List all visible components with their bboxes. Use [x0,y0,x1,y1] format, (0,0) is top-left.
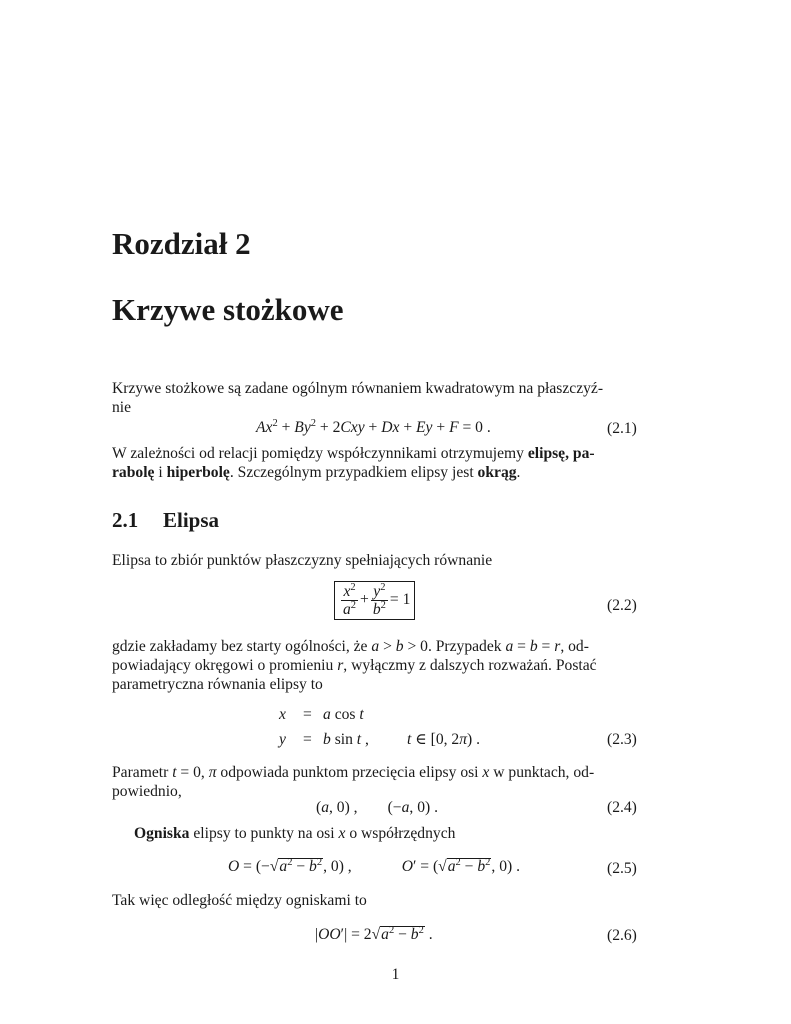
equation-2-4: (a, 0) , (−a, 0) . [316,799,438,816]
intro-line-2: nie [112,399,132,416]
section-number: 2.1 [112,508,139,532]
term-circle: okrąg [477,464,517,481]
term-ellipse: elipsę, pa- [527,445,595,462]
intro-paragraph [112,379,643,417]
ellipse-p2-line-2: powiadający okręgowi o promieniu r, wyłączmy z dalszych rozważań. Postać [112,657,597,674]
term-parabola: rabolę [112,464,155,481]
section-title: Elipsa [163,508,220,532]
ellipse-paragraph-5: Tak więc odległość między ogniskami to [112,892,367,909]
ellipse-p3-line-1: Parametr t = 0, π odpowiada punktom przecięcia elipsy osi x w punktach, od- [112,764,595,781]
term-hyperbola: hiperbolę [166,464,230,481]
ellipse-p2-line-3: parametryczna równania elipsy to [112,676,323,693]
equation-number-2-2: (2.2) [607,597,637,614]
equation-2-1: $Ax^2 + By^2 + 2Cxy + Dx + Ey + F = 0$ . [256,417,491,436]
ellipse-paragraph-4: Ogniska elipsy to punkty na osi x o współrzędnych [134,825,456,842]
intro-line-1: Krzywe stożkowe są zadane ogólnym równaniem kwadratowym na płaszczyź- [112,380,604,397]
equation-number-2-4: (2.4) [607,799,637,816]
ellipse-p2-line-1: gdzie zakładamy bez starty ogólności, że a > b > 0. Przypadek a = b = r, od- [112,638,589,655]
equation-2-2: $\frac{x^2}{a^2}$ + $\frac{y^2}{b^2}$ = 1 [334,581,415,620]
page-number: 1 [391,966,400,983]
equation-number-2-3: (2.3) [607,731,637,748]
ellipse-paragraph-1: Elipsa to zbiór punktów płaszczyzny spełniających równanie [112,552,493,569]
chapter-number: Rozdział 2 [112,226,251,261]
equation-2-3-row-2: y = b sin t , t ∈ [0, 2π) . [279,731,481,748]
equation-number-2-6: (2.6) [607,927,637,944]
equation-number-2-5: (2.5) [607,860,637,877]
equation-2-3-row-1: x = a cos t [279,706,364,723]
intro-paragraph-2 [112,444,643,482]
section-heading [112,508,219,533]
intro-p2-line-2: rabolę i hiperbolę. Szczególnym przypadkiem elipsy jest okrąg. [112,464,521,481]
ellipse-p3-line-2: powiednio, [112,783,182,800]
equation-2-6: $|OO'| = 2√a^2 - b^2$ . [315,924,433,943]
chapter-title: Krzywe stożkowe [112,292,344,327]
equation-number-2-1: (2.1) [607,420,637,437]
ellipse-paragraph-3 [112,763,643,801]
ellipse-paragraph-2 [112,637,643,694]
equation-2-5: $O = (-√a^2 - b^2$, 0) , $O' = (√a^2 - b^2$, 0) . [228,856,520,875]
intro-p2-line-1: W zależności od relacji pomiędzy współczynnikami otrzymujemy elipsę, pa- [112,445,595,462]
term-foci: Ogniska [134,825,190,842]
